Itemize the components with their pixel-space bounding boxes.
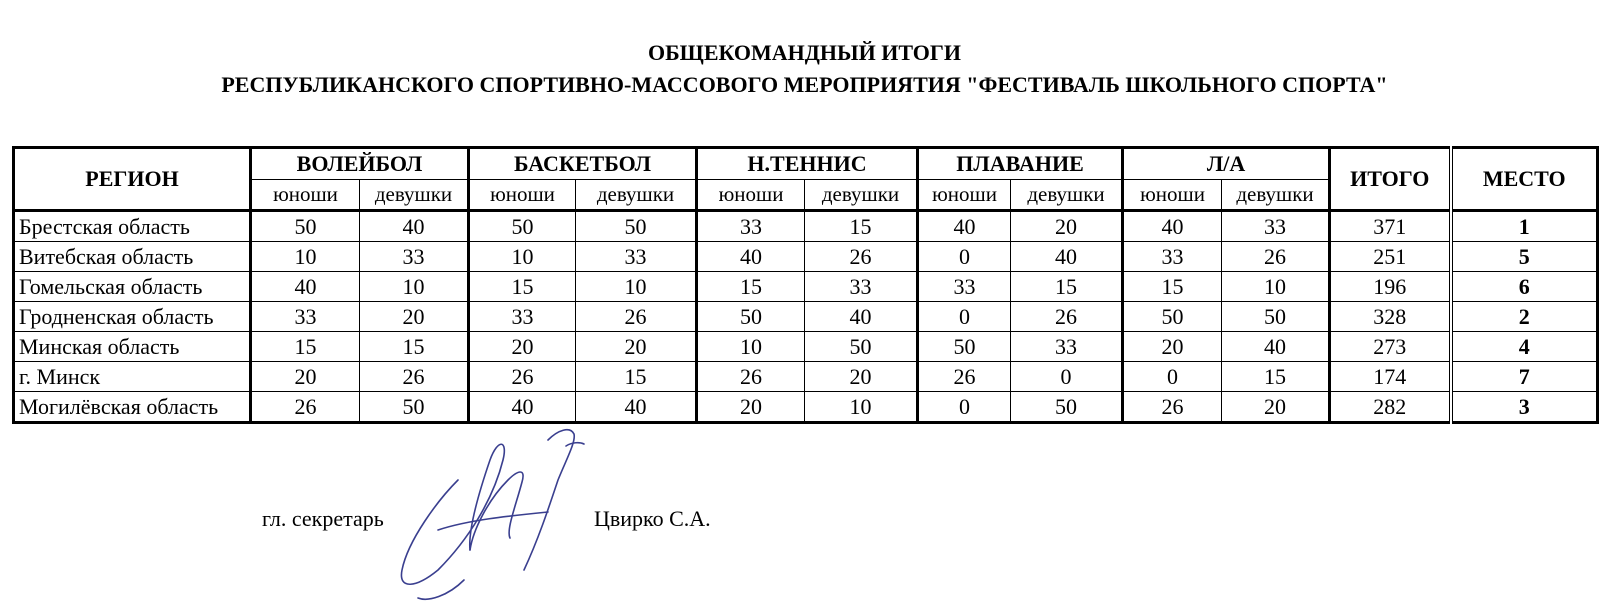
document-subtitle: РЕСПУБЛИКАНСКОГО СПОРТИВНО-МАССОВОГО МЕРОПРИЯТИЯ "ФЕСТИВАЛЬ ШКОЛЬНОГО СПОРТА" [221, 72, 1388, 97]
score-cell: 40 [360, 211, 469, 242]
subheader-girls: девушки [805, 180, 918, 211]
secretary-role: гл. секретарь [262, 506, 384, 531]
score-cell: 10 [697, 332, 805, 362]
place-cell: 6 [1451, 272, 1598, 302]
score-cell: 15 [805, 211, 918, 242]
score-cell: 0 [918, 302, 1011, 332]
score-cell: 33 [469, 302, 576, 332]
score-cell: 33 [1222, 211, 1330, 242]
total-cell: 282 [1330, 392, 1451, 423]
subheader-girls: девушки [1222, 180, 1330, 211]
score-cell: 0 [918, 242, 1011, 272]
subheader-girls: девушки [576, 180, 697, 211]
table-row [14, 211, 1598, 242]
sport-header-table-tennis: Н.ТЕННИС [697, 148, 918, 180]
total-cell: 328 [1330, 302, 1451, 332]
score-cell: 26 [360, 362, 469, 392]
score-cell: 15 [469, 272, 576, 302]
score-cell: 10 [469, 242, 576, 272]
score-cell: 50 [469, 211, 576, 242]
score-cell: 20 [697, 392, 805, 423]
region-name: г. Минск [14, 362, 251, 392]
score-cell: 26 [469, 362, 576, 392]
region-name: Брестская область [14, 211, 251, 242]
score-cell: 20 [251, 362, 360, 392]
sport-header-swimming: ПЛАВАНИЕ [918, 148, 1123, 180]
place-cell: 2 [1451, 302, 1598, 332]
results-table [12, 146, 1599, 424]
total-cell: 174 [1330, 362, 1451, 392]
score-cell: 15 [251, 332, 360, 362]
score-cell: 33 [697, 211, 805, 242]
score-cell: 40 [251, 272, 360, 302]
signature-image [398, 420, 608, 610]
total-cell: 251 [1330, 242, 1451, 272]
score-cell: 40 [1123, 211, 1222, 242]
score-cell: 33 [576, 242, 697, 272]
secretary-name: Цвирко С.А. [594, 506, 711, 531]
score-cell: 50 [251, 211, 360, 242]
score-cell: 0 [1123, 362, 1222, 392]
region-name: Минская область [14, 332, 251, 362]
place-header: МЕСТО [1451, 148, 1598, 211]
place-cell: 7 [1451, 362, 1598, 392]
score-cell: 26 [576, 302, 697, 332]
score-cell: 20 [1011, 211, 1123, 242]
table-row [14, 392, 1598, 423]
score-cell: 33 [1011, 332, 1123, 362]
region-name: Витебская область [14, 242, 251, 272]
place-cell: 3 [1451, 392, 1598, 423]
subheader-boys: юноши [469, 180, 576, 211]
score-cell: 26 [1123, 392, 1222, 423]
score-cell: 50 [576, 211, 697, 242]
score-cell: 40 [576, 392, 697, 423]
total-header: ИТОГО [1330, 148, 1451, 211]
score-cell: 33 [918, 272, 1011, 302]
table-row [14, 332, 1598, 362]
score-cell: 40 [469, 392, 576, 423]
score-cell: 20 [576, 332, 697, 362]
total-cell: 196 [1330, 272, 1451, 302]
score-cell: 15 [576, 362, 697, 392]
score-cell: 15 [1222, 362, 1330, 392]
score-cell: 10 [805, 392, 918, 423]
score-cell: 40 [918, 211, 1011, 242]
total-cell: 273 [1330, 332, 1451, 362]
score-cell: 10 [251, 242, 360, 272]
subheader-boys: юноши [918, 180, 1011, 211]
score-cell: 40 [697, 242, 805, 272]
region-header: РЕГИОН [14, 148, 251, 211]
region-name: Гродненская область [14, 302, 251, 332]
place-cell: 5 [1451, 242, 1598, 272]
document-title: ОБЩЕКОМАНДНЫЙ ИТОГИ [648, 40, 961, 65]
score-cell: 26 [1011, 302, 1123, 332]
score-cell: 40 [1222, 332, 1330, 362]
score-cell: 50 [360, 392, 469, 423]
score-cell: 50 [918, 332, 1011, 362]
region-name: Могилёвская область [14, 392, 251, 423]
score-cell: 40 [1011, 242, 1123, 272]
score-cell: 0 [1011, 362, 1123, 392]
score-cell: 0 [918, 392, 1011, 423]
score-cell: 20 [1222, 392, 1330, 423]
score-cell: 26 [805, 242, 918, 272]
header-row-sports [14, 148, 1598, 180]
subheader-boys: юноши [697, 180, 805, 211]
score-cell: 15 [360, 332, 469, 362]
score-cell: 15 [1123, 272, 1222, 302]
score-cell: 10 [360, 272, 469, 302]
region-name: Гомельская область [14, 272, 251, 302]
score-cell: 40 [805, 302, 918, 332]
subheader-girls: девушки [360, 180, 469, 211]
table-row [14, 362, 1598, 392]
score-cell: 33 [251, 302, 360, 332]
total-cell: 371 [1330, 211, 1451, 242]
place-cell: 1 [1451, 211, 1598, 242]
score-cell: 26 [1222, 242, 1330, 272]
score-cell: 26 [918, 362, 1011, 392]
score-cell: 50 [1011, 392, 1123, 423]
score-cell: 26 [251, 392, 360, 423]
score-cell: 50 [697, 302, 805, 332]
score-cell: 20 [469, 332, 576, 362]
score-cell: 20 [360, 302, 469, 332]
score-cell: 33 [360, 242, 469, 272]
score-cell: 15 [1011, 272, 1123, 302]
table-row [14, 242, 1598, 272]
score-cell: 50 [1123, 302, 1222, 332]
score-cell: 15 [697, 272, 805, 302]
score-cell: 10 [576, 272, 697, 302]
score-cell: 20 [805, 362, 918, 392]
sport-header-athletics: Л/А [1123, 148, 1330, 180]
table-row [14, 272, 1598, 302]
subheader-boys: юноши [1123, 180, 1222, 211]
score-cell: 50 [805, 332, 918, 362]
score-cell: 33 [1123, 242, 1222, 272]
score-cell: 26 [697, 362, 805, 392]
sport-header-basketball: БАСКЕТБОЛ [469, 148, 697, 180]
place-cell: 4 [1451, 332, 1598, 362]
subheader-girls: девушки [1011, 180, 1123, 211]
table-row [14, 302, 1598, 332]
sport-header-volleyball: ВОЛЕЙБОЛ [251, 148, 469, 180]
score-cell: 20 [1123, 332, 1222, 362]
score-cell: 33 [805, 272, 918, 302]
subheader-boys: юноши [251, 180, 360, 211]
score-cell: 50 [1222, 302, 1330, 332]
score-cell: 10 [1222, 272, 1330, 302]
results-body [14, 211, 1598, 423]
